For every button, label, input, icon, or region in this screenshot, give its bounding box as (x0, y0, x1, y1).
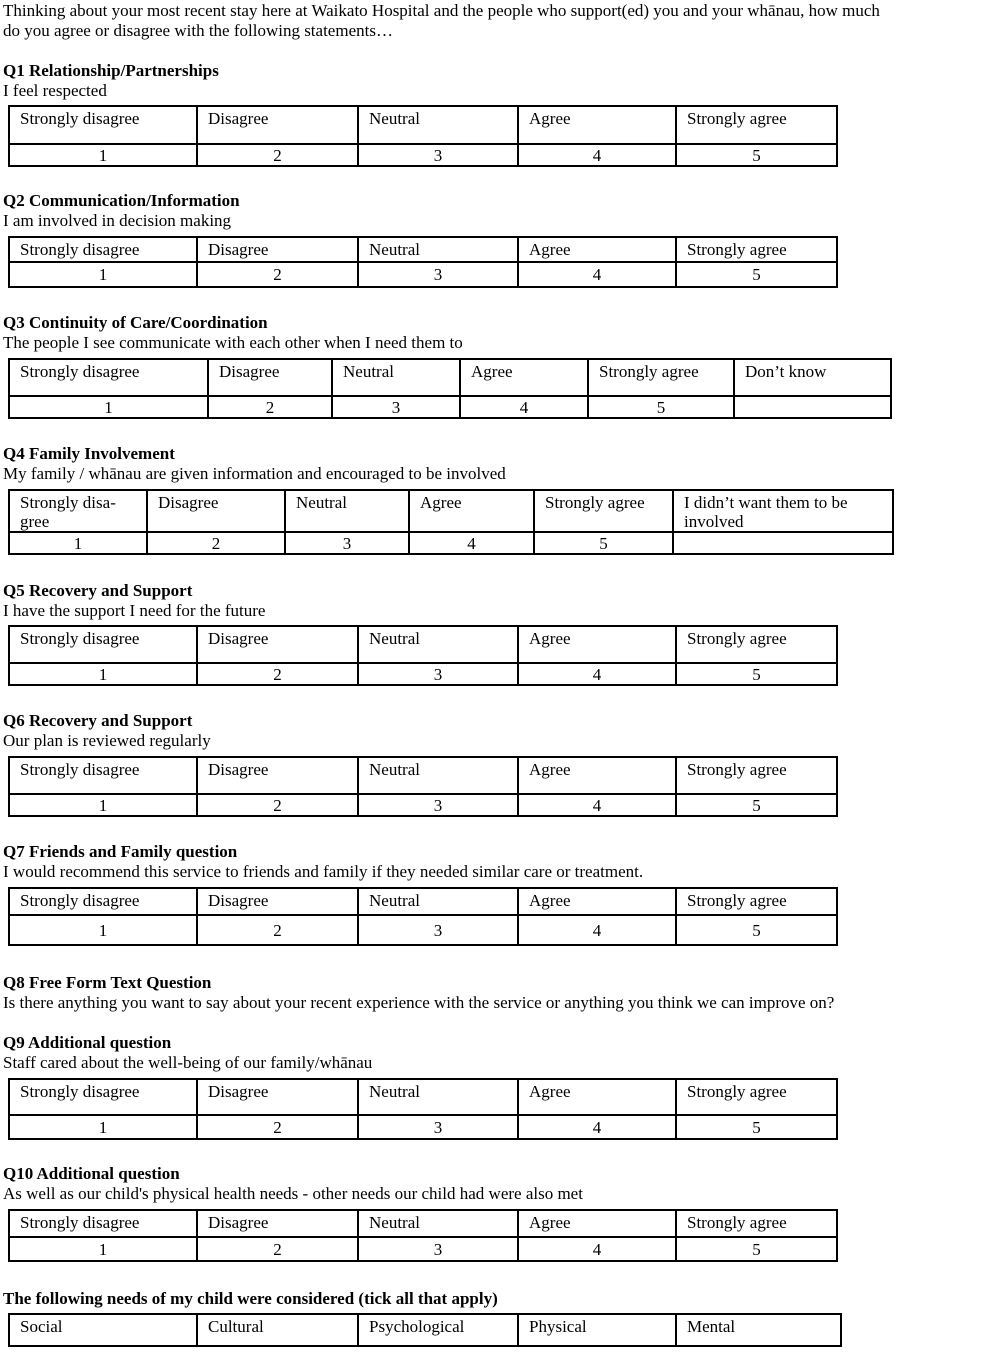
q5-text: I have the support I need for the future (3, 601, 266, 620)
q9-option-5[interactable]: Strongly agree (676, 1079, 837, 1115)
q6-number-3[interactable]: 3 (358, 794, 518, 816)
q3-scale (8, 358, 892, 419)
q3-number-3[interactable]: 3 (332, 396, 460, 418)
q3-number-1[interactable]: 1 (9, 396, 208, 418)
q6-option-3[interactable]: Neutral (358, 757, 518, 794)
q10-option-2[interactable]: Disagree (197, 1210, 358, 1237)
q3-option-dont-know[interactable]: Don’t know (734, 359, 891, 396)
q2-option-5[interactable]: Strongly agree (676, 237, 837, 262)
q1-number-1[interactable]: 1 (9, 144, 197, 166)
q4-number-3[interactable]: 3 (285, 532, 409, 554)
q6-text: Our plan is reviewed regularly (3, 731, 211, 750)
q4-scale (8, 489, 894, 555)
q10-scale (8, 1209, 838, 1262)
q8-title: Q8 Free Form Text Question (3, 973, 212, 992)
q2-title: Q2 Communication/Information (3, 191, 240, 210)
q9-text: Staff cared about the well-being of our family/whānau (3, 1053, 373, 1072)
q3-title: Q3 Continuity of Care/Coordination (3, 313, 268, 332)
q6-option-2[interactable]: Disagree (197, 757, 358, 794)
q5-option-4[interactable]: Agree (518, 626, 676, 663)
q10-number-2[interactable]: 2 (197, 1237, 358, 1261)
q2-option-1[interactable]: Strongly disagree (9, 237, 197, 262)
q7-scale (8, 887, 838, 946)
q3-option-2[interactable]: Disagree (208, 359, 332, 396)
q7-option-4[interactable]: Agree (518, 888, 676, 915)
q4-number-1[interactable]: 1 (9, 532, 147, 554)
q1-text: I feel respected (3, 81, 107, 100)
q7-number-2[interactable]: 2 (197, 915, 358, 945)
q5-number-2[interactable]: 2 (197, 663, 358, 685)
q6-number-2[interactable]: 2 (197, 794, 358, 816)
q5-number-3[interactable]: 3 (358, 663, 518, 685)
needs-title: The following needs of my child were considered (tick all that apply) (3, 1289, 498, 1308)
q2-option-2[interactable]: Disagree (197, 237, 358, 262)
q3-number-5[interactable]: 5 (588, 396, 734, 418)
q4-text: My family / whānau are given information and encouraged to be involved (3, 464, 506, 483)
needs-option-psychological[interactable]: Psychological (358, 1314, 518, 1346)
q9-number-1[interactable]: 1 (9, 1115, 197, 1139)
q4-option-5[interactable]: Strongly agree (534, 490, 673, 532)
q5-number-1[interactable]: 1 (9, 663, 197, 685)
q8-text: Is there anything you want to say about your recent experience with the service or anything you think we can improve on? (3, 993, 835, 1012)
q7-option-3[interactable]: Neutral (358, 888, 518, 915)
q9-option-1[interactable]: Strongly disagree (9, 1079, 197, 1115)
q6-number-1[interactable]: 1 (9, 794, 197, 816)
q2-number-5[interactable]: 5 (676, 262, 837, 287)
q3-number-2[interactable]: 2 (208, 396, 332, 418)
q7-number-3[interactable]: 3 (358, 915, 518, 945)
q1-number-5[interactable]: 5 (676, 144, 837, 166)
q1-number-4[interactable]: 4 (518, 144, 676, 166)
q10-number-1[interactable]: 1 (9, 1237, 197, 1261)
q7-number-1[interactable]: 1 (9, 915, 197, 945)
needs-options (8, 1313, 842, 1347)
q6-number-5[interactable]: 5 (676, 794, 837, 816)
q6-title: Q6 Recovery and Support (3, 711, 193, 730)
q2-number-4[interactable]: 4 (518, 262, 676, 287)
q4-title: Q4 Family Involvement (3, 444, 175, 463)
q1-option-3[interactable]: Neutral (358, 106, 518, 144)
q6-scale (8, 756, 838, 817)
q3-text: The people I see communicate with each other when I need them to (3, 333, 463, 352)
q1-title: Q1 Relationship/Partnerships (3, 61, 219, 80)
q10-number-5[interactable]: 5 (676, 1237, 837, 1261)
q7-title: Q7 Friends and Family question (3, 842, 238, 861)
q4-number-5[interactable]: 5 (534, 532, 673, 554)
q7-number-5[interactable]: 5 (676, 915, 837, 945)
q9-number-4[interactable]: 4 (518, 1115, 676, 1139)
q3-option-4[interactable]: Agree (460, 359, 588, 396)
q4-option-not-involved[interactable]: I didn’t want them to be involved (673, 490, 893, 532)
q3-number-4[interactable]: 4 (460, 396, 588, 418)
needs-option-mental[interactable]: Mental (676, 1314, 841, 1346)
q9-scale (8, 1078, 838, 1140)
q7-text: I would recommend this service to friends and family if they needed similar care or treatment. (3, 862, 644, 881)
q6-option-5[interactable]: Strongly agree (676, 757, 837, 794)
q3-option-5[interactable]: Strongly agree (588, 359, 734, 396)
q10-option-4[interactable]: Agree (518, 1210, 676, 1237)
q7-option-2[interactable]: Disagree (197, 888, 358, 915)
q5-scale (8, 625, 838, 686)
q9-number-3[interactable]: 3 (358, 1115, 518, 1139)
q1-scale (8, 105, 838, 167)
q5-number-5[interactable]: 5 (676, 663, 837, 685)
q4-option-2[interactable]: Disagree (147, 490, 285, 532)
q1-number-2[interactable]: 2 (197, 144, 358, 166)
intro-text: Thinking about your most recent stay here at Waikato Hospital and the people who support(ed) you and your whānau, how much do you agree or disagree with the following statements… (3, 1, 880, 40)
q10-option-5[interactable]: Strongly agree (676, 1210, 837, 1237)
q1-option-1[interactable]: Strongly disagree (9, 106, 197, 144)
q10-number-4[interactable]: 4 (518, 1237, 676, 1261)
q3-option-3[interactable]: Neutral (332, 359, 460, 396)
q1-option-2[interactable]: Disagree (197, 106, 358, 144)
q2-number-2[interactable]: 2 (197, 262, 358, 287)
q10-option-1[interactable]: Strongly disagree (9, 1210, 197, 1237)
q2-option-3[interactable]: Neutral (358, 237, 518, 262)
q4-number-2[interactable]: 2 (147, 532, 285, 554)
q2-scale (8, 236, 838, 288)
q3-number-dont-know[interactable] (734, 396, 891, 418)
q5-option-2[interactable]: Disagree (197, 626, 358, 663)
q1-number-3[interactable]: 3 (358, 144, 518, 166)
q5-option-1[interactable]: Strongly disagree (9, 626, 197, 663)
q9-number-2[interactable]: 2 (197, 1115, 358, 1139)
q7-option-1[interactable]: Strongly disagree (9, 888, 197, 915)
q4-option-1[interactable]: Strongly disa- gree (9, 490, 147, 532)
q9-option-4[interactable]: Agree (518, 1079, 676, 1115)
q2-text: I am involved in decision making (3, 211, 232, 230)
q4-number-not-involved[interactable] (673, 532, 893, 554)
q10-title: Q10 Additional question (3, 1164, 180, 1183)
q9-number-5[interactable]: 5 (676, 1115, 837, 1139)
q6-option-1[interactable]: Strongly disagree (9, 757, 197, 794)
q9-option-3[interactable]: Neutral (358, 1079, 518, 1115)
q5-title: Q5 Recovery and Support (3, 581, 193, 600)
q4-option-4[interactable]: Agree (409, 490, 534, 532)
q5-option-5[interactable]: Strongly agree (676, 626, 837, 663)
q1-option-4[interactable]: Agree (518, 106, 676, 144)
q2-option-4[interactable]: Agree (518, 237, 676, 262)
needs-option-cultural[interactable]: Cultural (197, 1314, 358, 1346)
q10-number-3[interactable]: 3 (358, 1237, 518, 1261)
q4-option-3[interactable]: Neutral (285, 490, 409, 532)
needs-option-social[interactable]: Social (9, 1314, 197, 1346)
q1-option-5[interactable]: Strongly agree (676, 106, 837, 144)
q3-option-1[interactable]: Strongly disagree (9, 359, 208, 396)
q7-number-4[interactable]: 4 (518, 915, 676, 945)
q7-option-5[interactable]: Strongly agree (676, 888, 837, 915)
q4-number-4[interactable]: 4 (409, 532, 534, 554)
q6-option-4[interactable]: Agree (518, 757, 676, 794)
q10-text: As well as our child's physical health needs - other needs our child had were also met (3, 1184, 583, 1203)
needs-option-physical[interactable]: Physical (518, 1314, 676, 1346)
q10-option-3[interactable]: Neutral (358, 1210, 518, 1237)
q5-option-3[interactable]: Neutral (358, 626, 518, 663)
q2-number-3[interactable]: 3 (358, 262, 518, 287)
q5-number-4[interactable]: 4 (518, 663, 676, 685)
q6-number-4[interactable]: 4 (518, 794, 676, 816)
q9-option-2[interactable]: Disagree (197, 1079, 358, 1115)
q9-title: Q9 Additional question (3, 1033, 172, 1052)
q2-number-1[interactable]: 1 (9, 262, 197, 287)
